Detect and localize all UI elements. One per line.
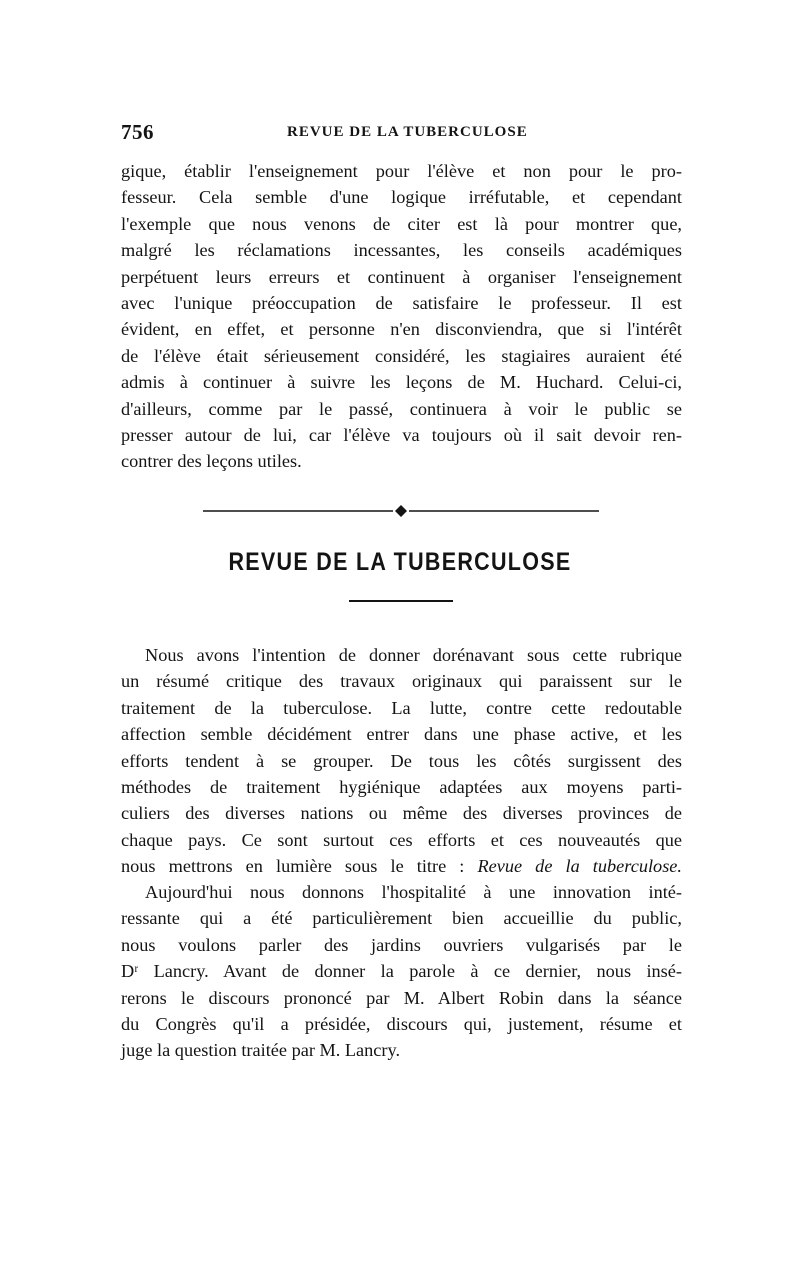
text-fragment: nous mettrons en lumière sous le titre :	[121, 856, 478, 877]
text-line: avec l'unique préoccupation de satisfaire le professeur. Il est	[121, 293, 682, 314]
top-paragraph	[121, 158, 682, 475]
section-title: REVUE DE LA TUBERCULOSE	[228, 548, 572, 576]
running-title: REVUE DE LA TUBERCULOSE	[287, 124, 528, 140]
text-line: admis à continuer à suivre les leçons de M. Huchard. Celui-ci,	[121, 372, 682, 393]
text-line: nous voulons parler des jardins ouvriers vulgarisés par le	[121, 934, 682, 955]
text-line: malgré les réclamations incessantes, les conseils académiques	[121, 240, 682, 261]
title-rule	[349, 600, 453, 602]
text-line: fesseur. Cela semble d'une logique irréfutable, et cependant	[121, 187, 682, 208]
text-line: Nous avons l'intention de donner dorénavant sous cette rubrique	[145, 645, 682, 665]
text-line: perpétuent leurs erreurs et continuent à organiser l'enseignement	[121, 266, 682, 287]
text-line: contrer des leçons utiles.	[121, 451, 302, 472]
text-line: culiers des diverses nations ou même des diverses provinces de	[121, 803, 682, 824]
text-line: chaque pays. Ce sont surtout ces efforts et ces nouveautés que	[121, 829, 682, 850]
page-number: 756	[121, 120, 154, 144]
text-line	[121, 853, 682, 879]
text-line: de l'élève était sérieusement considéré, les stagiaires auraient été	[121, 345, 682, 366]
ornamental-divider	[203, 503, 599, 519]
paragraph-intro	[121, 642, 682, 880]
text-line: ressante qui a été particulièrement bien accueillie du public,	[121, 908, 682, 929]
text-line: l'exemple que nous venons de citer est là pour montrer que,	[121, 213, 682, 234]
text-line: Aujourd'hui nous donnons l'hospitalité à une innovation inté-	[145, 882, 682, 902]
text-line: un résumé critique des travaux originaux qui paraissent sur le	[121, 671, 682, 692]
italic-title: Revue de la tuberculose.	[477, 856, 682, 877]
text-line: affection semble décidément entrer dans une phase active, et les	[121, 724, 682, 745]
text-line: évident, en effet, et personne n'en disconviendra, que si l'intérêt	[121, 319, 682, 340]
paragraph-jardins	[121, 879, 682, 1064]
text-line: du Congrès qu'il a présidée, discours qui, justement, résume et	[121, 1014, 682, 1035]
text-line: rerons le discours prononcé par M. Albert Robin dans la séance	[121, 987, 682, 1008]
text-line: méthodes de traitement hygiénique adaptées aux moyens parti-	[121, 777, 682, 798]
running-head	[121, 120, 679, 146]
text-line: juge la question traitée par M. Lancry.	[121, 1040, 401, 1061]
text-line: gique, établir l'enseignement pour l'élève et non pour le pro-	[121, 161, 682, 181]
text-line: Dʳ Lancry. Avant de donner la parole à ce dernier, nous insé-	[121, 961, 682, 982]
text-line: d'ailleurs, comme par le passé, continuera à voir le public se	[121, 398, 682, 419]
text-line: traitement de la tuberculose. La lutte, contre cette redoutable	[121, 697, 682, 718]
text-line: efforts tendent à se grouper. De tous les côtés surgissent des	[121, 750, 682, 771]
text-line: presser autour de lui, car l'élève va toujours où il sait devoir ren-	[121, 425, 682, 446]
